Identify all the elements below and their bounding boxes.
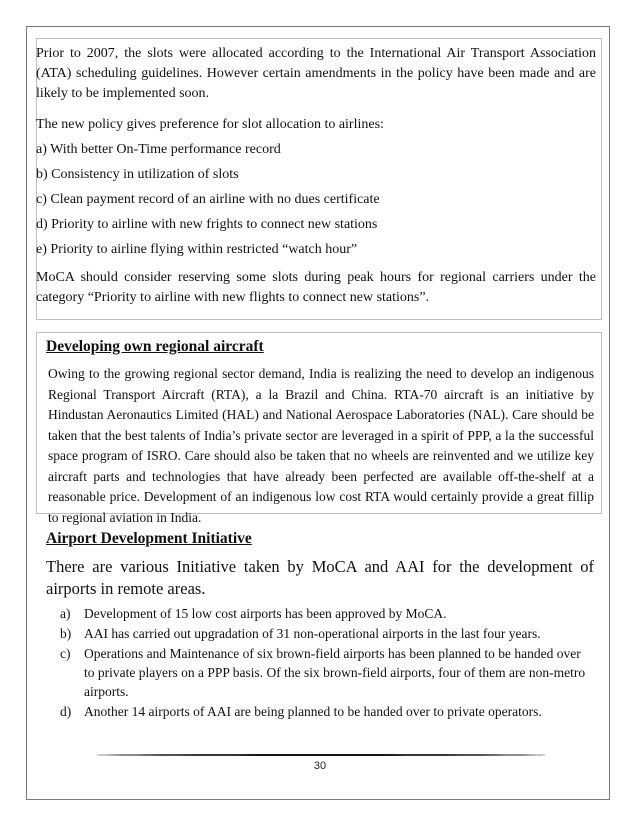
slots-item-d: d) Priority to airline with new frights to connect new stations	[36, 217, 378, 232]
regional-aircraft-body: Owing to the growing regional sector demand, India is realizing the need to develop an indigenous Regional Transport Aircraft (RTA), a la Brazil and China. RTA-70 aircraft is an initiative by Hindustan Aeronautics Limited (HAL) and National Aerospace Laboratories (NAL). Care should be taken that the best talents of India’s private sector are leveraged in a spirit of PPP, a la the successful space program of ISRO. Care should also be taken that no wheels are reinvented and we utilize key aircraft parts and technologies that have already been perfected are available off-the-shelf at a reasonable price. Development of an indigenous low cost RTA would certainly provide a great fillip to regional aviation in India.	[48, 366, 594, 525]
list-marker: a)	[60, 606, 71, 621]
slots-item-c: c) Clean payment record of an airline with no dues certificate	[36, 192, 380, 207]
slots-item-b: b) Consistency in utilization of slots	[36, 167, 239, 182]
slots-policy-lead: The new policy gives preference for slot allocation to airlines:	[36, 117, 384, 132]
footer-rule	[96, 754, 546, 756]
list-marker: d)	[60, 704, 72, 719]
regional-aircraft-heading: Developing own regional aircraft	[46, 338, 264, 355]
list-item-text: AAI has carried out upgradation of 31 non-operational airports in the last four years.	[84, 626, 541, 641]
list-item-text: Operations and Maintenance of six brown-field airports has been planned to be handed over to private players on a PPP basis. Of the six brown-field airports, four of them are non-metro airports.	[84, 646, 586, 699]
slots-item-a: a) With better On-Time performance record	[36, 142, 281, 157]
airport-dev-intro: There are various Initiative taken by MoCA and AAI for the development of airports in remote areas.	[46, 557, 594, 598]
slots-intro-paragraph: Prior to 2007, the slots were allocated according to the International Air Transport Association (ATA) scheduling guidelines. However certain amendments in the policy have been made and are likely to be implemented soon.	[36, 46, 596, 101]
list-item	[60, 702, 594, 721]
slots-item-e: e) Priority to airline flying within restricted “watch hour”	[36, 242, 358, 257]
list-item-text: Another 14 airports of AAI are being planned to be handed over to private operators.	[84, 704, 542, 719]
airport-dev-heading: Airport Development Initiative	[46, 530, 252, 547]
airport-dev-list	[60, 604, 594, 722]
list-item	[60, 604, 594, 623]
slots-recommendation: MoCA should consider reserving some slots during peak hours for regional carriers under the category “Priority to airline with new flights to connect new stations”.	[36, 270, 596, 305]
list-item-text: Development of 15 low cost airports has been approved by MoCA.	[84, 606, 447, 621]
list-item	[60, 644, 594, 701]
list-marker: b)	[60, 626, 72, 641]
list-item	[60, 624, 594, 643]
list-marker: c)	[60, 646, 71, 661]
page-number: 30	[313, 760, 327, 772]
